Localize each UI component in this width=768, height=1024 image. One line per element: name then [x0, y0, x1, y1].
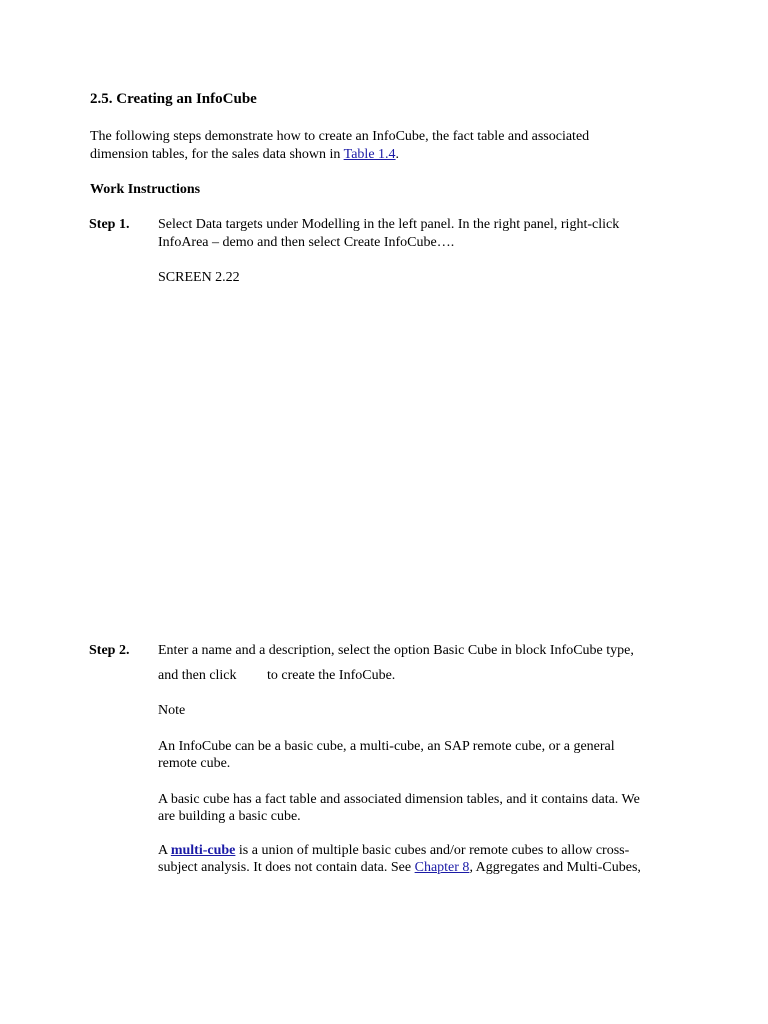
- step-2-line-2-post: to create the InfoCube.: [267, 668, 396, 683]
- para-1-line-2: remote cube.: [158, 756, 231, 771]
- step-2-line-1: Enter a name and a description, select the option Basic Cube in block InfoCube type,: [158, 643, 634, 658]
- step-1-line-2: InfoArea – demo and then select Create InfoCube….: [158, 235, 455, 250]
- table-1-4-link[interactable]: Table 1.4: [343, 147, 396, 162]
- intro-line-1: The following steps demonstrate how to create an InfoCube, the fact table and associated: [90, 129, 590, 144]
- para-3-pre: A: [158, 843, 171, 858]
- para-3-line-2-post: , Aggregates and Multi-Cubes,: [469, 860, 641, 875]
- intro-line-2: [90, 146, 399, 163]
- para-3-line-2: [158, 859, 641, 876]
- multi-cube-link[interactable]: multi-cube: [170, 843, 236, 858]
- intro-line-2-text: dimension tables, for the sales data shown in: [90, 147, 344, 162]
- step-1-label: Step 1.: [89, 217, 130, 232]
- chapter-8-link[interactable]: Chapter 8: [414, 860, 470, 875]
- para-2-line-1: A basic cube has a fact table and associated dimension tables, and it contains data. We: [158, 792, 640, 807]
- para-3-post: is a union of multiple basic cubes and/or remote cubes to allow cross-: [235, 843, 630, 858]
- para-2-line-2: are building a basic cube.: [158, 809, 301, 824]
- para-3-line-1: [158, 842, 629, 859]
- step-2-line-2-pre: and then click: [158, 668, 237, 683]
- step-2-label: Step 2.: [89, 643, 130, 658]
- step-1-line-1: Select Data targets under Modelling in the left panel. In the right panel, right-click: [158, 217, 620, 232]
- section-title: 2.5. Creating an InfoCube: [90, 91, 257, 107]
- intro-line-2-end: .: [395, 147, 400, 162]
- para-1-line-1: An InfoCube can be a basic cube, a multi-cube, an SAP remote cube, or a general: [158, 739, 615, 754]
- screen-caption: SCREEN 2.22: [158, 270, 240, 285]
- work-instructions-heading: Work Instructions: [90, 182, 201, 197]
- para-3-line-2-pre: subject analysis. It does not contain data. See: [158, 860, 415, 875]
- note-label: Note: [158, 703, 186, 718]
